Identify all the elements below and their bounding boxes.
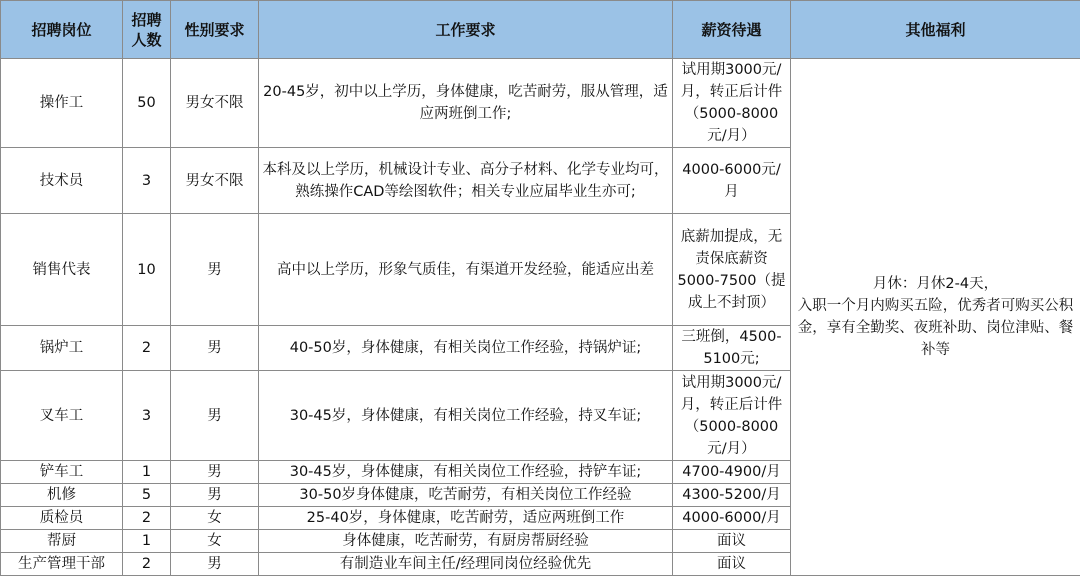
cell-requirements: 高中以上学历，形象气质佳，有渠道开发经验，能适应出差 bbox=[259, 214, 673, 326]
cell-salary: 底薪加提成，无责保底薪资5000-7500（提成上不封顶） bbox=[673, 214, 791, 326]
cell-count: 50 bbox=[123, 59, 171, 148]
cell-gender: 男 bbox=[171, 484, 259, 507]
cell-requirements: 30-45岁，身体健康，有相关岗位工作经验，持铲车证; bbox=[259, 461, 673, 484]
cell-gender: 男女不限 bbox=[171, 148, 259, 214]
header-requirements: 工作要求 bbox=[259, 1, 673, 59]
cell-requirements: 20-45岁，初中以上学历，身体健康，吃苦耐劳，服从管理，适应两班倒工作; bbox=[259, 59, 673, 148]
cell-salary: 面议 bbox=[673, 530, 791, 553]
cell-count: 1 bbox=[123, 530, 171, 553]
cell-salary: 4700-4900/月 bbox=[673, 461, 791, 484]
cell-requirements: 40-50岁，身体健康，有相关岗位工作经验，持锅炉证; bbox=[259, 326, 673, 371]
cell-salary: 4300-5200/月 bbox=[673, 484, 791, 507]
cell-count: 2 bbox=[123, 507, 171, 530]
cell-salary: 面议 bbox=[673, 553, 791, 576]
cell-gender: 男 bbox=[171, 461, 259, 484]
cell-requirements: 身体健康，吃苦耐劳，有厨房帮厨经验 bbox=[259, 530, 673, 553]
cell-count: 2 bbox=[123, 553, 171, 576]
header-benefits: 其他福利 bbox=[791, 1, 1080, 59]
cell-benefits: 月休：月休2-4天， 入职一个月内购买五险，优秀者可购买公积金，享有全勤奖、夜班补助、岗位津贴、餐补等 bbox=[791, 59, 1080, 576]
cell-gender: 女 bbox=[171, 530, 259, 553]
cell-gender: 男女不限 bbox=[171, 59, 259, 148]
cell-gender: 男 bbox=[171, 553, 259, 576]
cell-count: 5 bbox=[123, 484, 171, 507]
cell-salary: 试用期3000元/月，转正后计件（5000-8000元/月） bbox=[673, 59, 791, 148]
cell-requirements: 30-45岁，身体健康，有相关岗位工作经验，持叉车证; bbox=[259, 371, 673, 461]
cell-count: 1 bbox=[123, 461, 171, 484]
cell-requirements: 25-40岁，身体健康，吃苦耐劳，适应两班倒工作 bbox=[259, 507, 673, 530]
cell-position: 生产管理干部 bbox=[1, 553, 123, 576]
cell-gender: 男 bbox=[171, 214, 259, 326]
cell-count: 3 bbox=[123, 148, 171, 214]
cell-position: 技术员 bbox=[1, 148, 123, 214]
cell-count: 10 bbox=[123, 214, 171, 326]
cell-count: 3 bbox=[123, 371, 171, 461]
header-position: 招聘岗位 bbox=[1, 1, 123, 59]
cell-position: 操作工 bbox=[1, 59, 123, 148]
cell-gender: 女 bbox=[171, 507, 259, 530]
cell-position: 铲车工 bbox=[1, 461, 123, 484]
cell-gender: 男 bbox=[171, 371, 259, 461]
cell-count: 2 bbox=[123, 326, 171, 371]
cell-position: 锅炉工 bbox=[1, 326, 123, 371]
table-row bbox=[1, 59, 1080, 148]
header-count: 招聘 人数 bbox=[123, 1, 171, 59]
cell-position: 帮厨 bbox=[1, 530, 123, 553]
cell-requirements: 本科及以上学历，机械设计专业、高分子材料、化学专业均可，熟练操作CAD等绘图软件；相关专业应届毕业生亦可; bbox=[259, 148, 673, 214]
header-gender: 性别要求 bbox=[171, 1, 259, 59]
cell-position: 质检员 bbox=[1, 507, 123, 530]
cell-salary: 三班倒，4500-5100元; bbox=[673, 326, 791, 371]
cell-requirements: 有制造业车间主任/经理同岗位经验优先 bbox=[259, 553, 673, 576]
cell-salary: 4000-6000/月 bbox=[673, 507, 791, 530]
cell-position: 叉车工 bbox=[1, 371, 123, 461]
cell-position: 销售代表 bbox=[1, 214, 123, 326]
cell-position: 机修 bbox=[1, 484, 123, 507]
header-salary: 薪资待遇 bbox=[673, 1, 791, 59]
cell-salary: 试用期3000元/月，转正后计件（5000-8000元/月） bbox=[673, 371, 791, 461]
cell-salary: 4000-6000元/月 bbox=[673, 148, 791, 214]
header-row bbox=[1, 1, 1080, 59]
cell-requirements: 30-50岁身体健康，吃苦耐劳，有相关岗位工作经验 bbox=[259, 484, 673, 507]
cell-gender: 男 bbox=[171, 326, 259, 371]
